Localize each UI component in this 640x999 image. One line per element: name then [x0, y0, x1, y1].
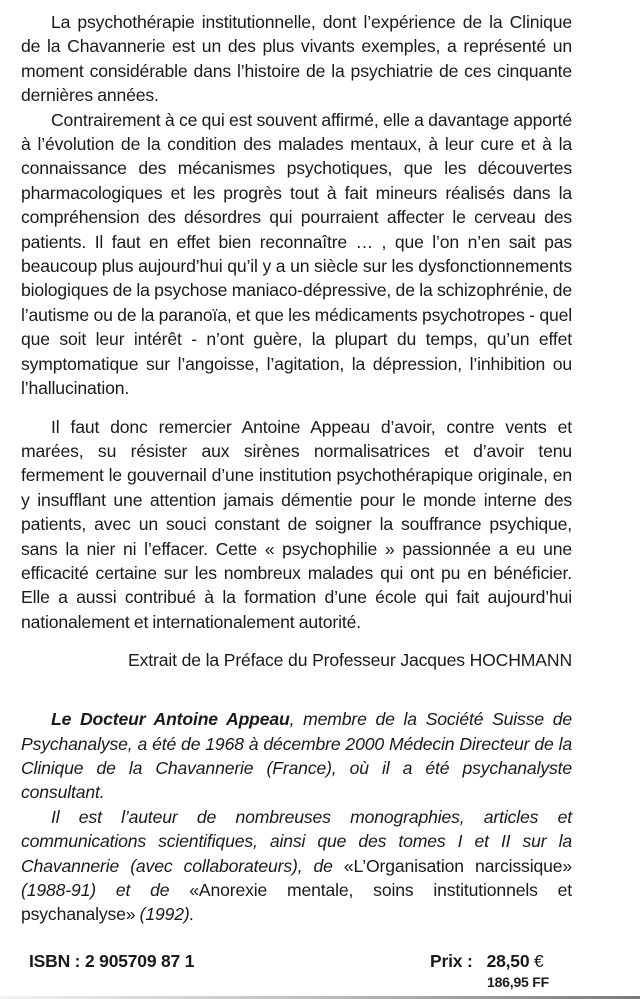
euro-symbol: € [534, 950, 544, 971]
price-francs: 186,95 FF [487, 973, 550, 990]
author-bio-paragraph-1 [21, 707, 572, 805]
isbn: ISBN : 2 905709 87 1 [29, 950, 195, 971]
author-bio [21, 707, 572, 927]
author-works-intro: Il est l’auteur de nombreuses monographies, articles et communications scientifiques, ainsi que des tomes I et II sur la Chavannerie (avec collaborateurs), de [21, 806, 572, 876]
book-years-2: (1992). [135, 904, 195, 925]
author-bio-text: , membre de la Société Suisse de Psychanalyse, a été de 1968 à décembre 2000 Médecin Directeur de la Clinique de la Chavannerie (France), où il a été psychanalyste consultant. [21, 709, 573, 803]
price-euro-group [487, 951, 544, 971]
price-label: Prix : [430, 950, 473, 971]
author-name: Le Docteur Antoine Appeau [51, 709, 290, 730]
preface-paragraph-2: Contrairement à ce qui est souvent affirmé, elle a davantage apporté à l’évolution de la condition des malades mentaux, à leur cure et à la connaissance des mécanismes psychotiques, que les découvertes pharmacologiques et les progrès tout à fait mineurs réalisés dans la compréhension des désordres qui pourraient affecter le cerveau des patients. Il faut en effet bien reconnaître … , que l’on n’en sait pas beaucoup plus aujourd’hui qu’il y a un siècle sur les dysfonctionnements biologiques de la psychose maniaco-dépressive, de la schizophrénie, de l’autisme ou de la paranoïa, et que les médicaments psychotropes - quel que soit leur intérêt - n’ont guère, la plupart du temps, qu’un effet symptomatique sur l’angoisse, l’agitation, la dépression, l’inhibition ou l’hallucination. [21, 109, 572, 399]
footer [0, 951, 640, 999]
book-title-anorexie-mentale: «Anorexie mentale, soins institutionnels et psychanalyse» [21, 880, 573, 925]
book-title-organisation-narcissique: «L’Organisation narcissique» [343, 855, 572, 876]
price [430, 951, 544, 972]
author-bio-paragraph-2 [21, 805, 572, 927]
book-years-1: (1988-91) et de [21, 880, 190, 900]
preface-excerpt [21, 10, 572, 401]
price-euro: 28,50 [486, 950, 530, 971]
preface-paragraph-1: La psychothérapie institutionnelle, dont l’expérience de la Clinique de la Chavannerie est un des plus vivants exemples, a représenté un moment considérable dans l’histoire de la psychiatrie de ces cinquante dernières années. [21, 12, 572, 106]
preface-attribution: Extrait de la Préface du Professeur Jacques HOCHMANN [128, 650, 572, 671]
preface-paragraph-3: Il faut donc remercier Antoine Appeau d’avoir, contre vents et marées, su résister aux sirènes normalisatrices et d’avoir tenu fermement le gouvernail d’une institution psychothérapique originale, en y insufflant une attention jamais démentie pour le monde interne des patients, avec un souci constant de soigner la souffrance psychique, sans la nier ni l’effacer. Cette « psychophilie » passionnée a eu une efficacité certaine sur les nombreux malades qui ont pu en bénéficier. Elle a aussi contribué à la formation d’une école qui fait aujourd’hui nationalement et internationalement autorité. [21, 416, 572, 632]
page-bottom-edge [0, 996, 640, 999]
preface-excerpt-continued [21, 415, 572, 635]
